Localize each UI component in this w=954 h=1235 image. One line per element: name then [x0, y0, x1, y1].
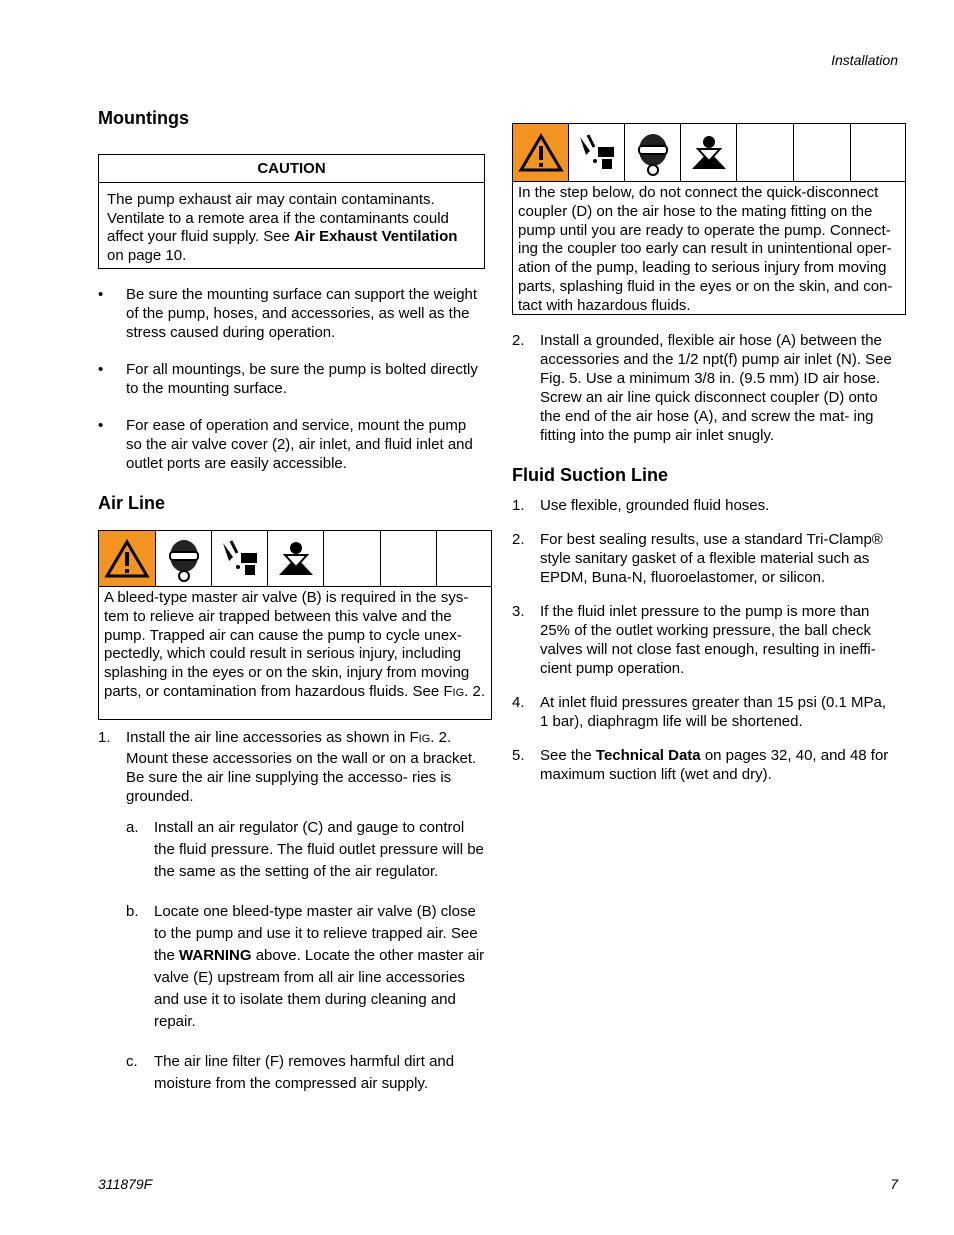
list-item: 4. At inlet fluid pressures greater than 15 psi (0.1 MPa, 1 bar), diaphragm life will be shortened. [512, 694, 887, 730]
hazard-icon-row [513, 124, 905, 182]
caution-text: The pump exhaust air may contain contaminants. Ventilate to a remote area if the contaminants could affect your fluid supply. See Air Exhaust Ventilation on page 10. [107, 191, 458, 264]
empty-icon-cell [851, 124, 905, 181]
list-item: b. Locate one bleed-type master air valve (B) close to the pump and use it to relieve trapped air. See the WARNING above. Locate the other master air valve (E) upstream from all air line accessories and use it to isolate them during cleaning and repair. [126, 903, 485, 1030]
empty-icon-cell [794, 124, 851, 181]
fluid-suction-steps [512, 496, 898, 784]
list-item: 2. For best sealing results, use a standard Tri-Clamp® style sanitary gasket of a flexible material such as EPDM, Buna-N, fluoroelastomer, or silicon. [512, 531, 883, 586]
empty-icon-cell [324, 531, 381, 586]
fluid-splash-icon [569, 124, 625, 181]
moving-parts-icon [268, 531, 324, 586]
mountings-heading: Mountings [98, 108, 189, 128]
air-line-substeps [126, 817, 486, 1095]
list-item: • For ease of operation and service, mount the pump so the air valve cover (2), air inlet, and fluid inlet and outlet ports are easily accessible. [98, 417, 473, 472]
running-header: Installation [831, 52, 898, 68]
caution-box [98, 154, 485, 269]
coupler-warning-text: In the step below, do not connect the quick-disconnect coupler (D) on the air hose to the mating fitting on the pump until you are ready to operate the pump. Connect- ing the coupler too early can result in unintentional oper- ation of the pump, leading to serious injury from moving parts, splashing fluid in the eyes or on the skin, and con- tact with hazardous fluids. [518, 184, 893, 314]
air-hose-step [512, 331, 898, 445]
list-item: • For all mountings, be sure the pump is bolted directly to the mounting surface. [98, 361, 478, 397]
coupler-warning-box [512, 123, 906, 315]
mounting-bullets [98, 285, 483, 473]
list-item: 1. Use flexible, grounded fluid hoses. [512, 497, 770, 514]
list-item: a. Install an air regulator (C) and gauge to control the fluid pressure. The fluid outlet pressure will be the same as the setting of the air regulator. [126, 819, 484, 880]
list-item: 1. Install the air line accessories as shown in FIG. 2. Mount these accessories on the wall or on a bracket. Be sure the air line supplying the accesso- ries is grounded. [98, 729, 477, 805]
fluid-suction-heading: Fluid Suction Line [512, 465, 668, 485]
moving-parts-icon [681, 124, 737, 181]
warning-triangle-icon [99, 531, 156, 586]
eye-protection-icon [625, 124, 681, 181]
eye-protection-icon [156, 531, 212, 586]
empty-icon-cell [737, 124, 794, 181]
air-line-heading: Air Line [98, 493, 166, 513]
air-line-warning-box [98, 530, 492, 720]
empty-icon-cell [381, 531, 437, 586]
caution-link-text: Air Exhaust Ventilation [294, 228, 458, 245]
list-item: • Be sure the mounting surface can support the weight of the pump, hoses, and accessories, as well as the stress caused during operation. [98, 286, 478, 341]
caution-title: CAUTION [99, 155, 484, 183]
list-item: 5. See the Technical Data on pages 32, 40, and 48 for maximum suction lift (wet and dry). [512, 747, 889, 783]
list-item: c. The air line filter (F) removes harmful dirt and moisture from the compressed air supply. [126, 1053, 455, 1092]
air-line-warning-text: A bleed-type master air valve (B) is required in the sys- tem to relieve air trapped between this valve and the pump. Trapped air can cause the pump to cycle unex- pectedly, which could result in serious injury, including splashing in the eyes or on the skin, injury from moving parts, or contamination from hazardous fluids. See FIG. 2. [104, 589, 485, 700]
page-number: 7 [890, 1176, 898, 1192]
list-item: 2. Install a grounded, flexible air hose (A) between the accessories and the 1/2 npt(f) pump air inlet (N). See Fig. 5. Use a minimum 3/8 in. (9.5 mm) ID air hose. Screw an air line quick disconnect coupler (D) onto the end of the air hose (A), and screw the mat- ing fitting into the pump air inlet snugly. [512, 332, 892, 444]
fluid-splash-icon [212, 531, 268, 586]
list-item: 3. If the fluid inlet pressure to the pump is more than 25% of the outlet working pressure, the ball check valves will not close fast enough, resulting in ineffi- cient pump operation. [512, 603, 876, 677]
warning-triangle-icon [513, 124, 569, 181]
air-line-steps [98, 728, 483, 806]
hazard-icon-row [99, 531, 491, 587]
empty-icon-cell [437, 531, 491, 586]
doc-number: 311879F [98, 1176, 153, 1192]
